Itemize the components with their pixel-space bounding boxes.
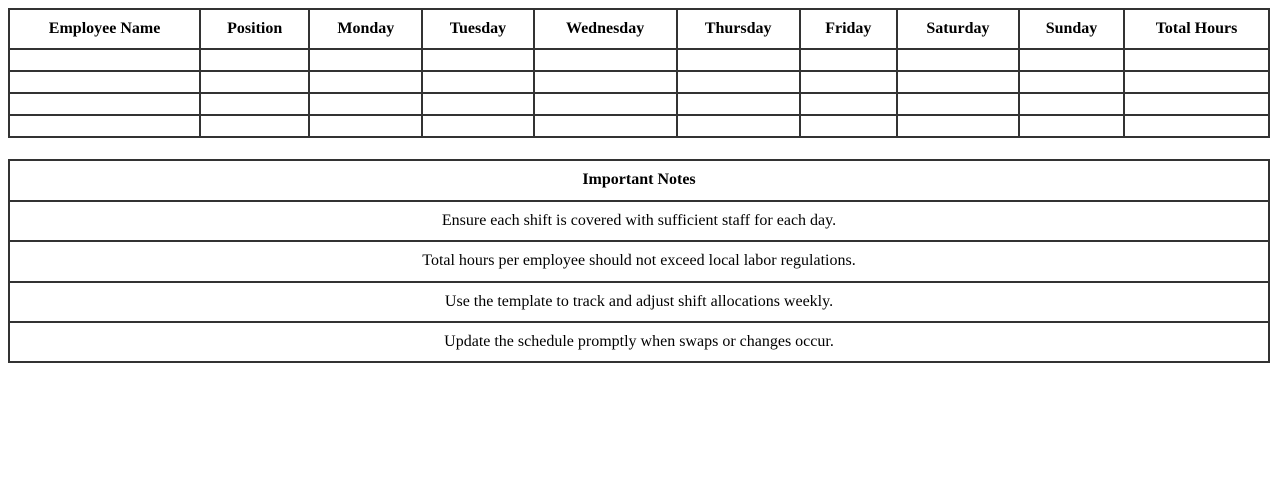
schedule-cell-position <box>200 115 309 137</box>
column-header-thursday: Thursday <box>677 9 800 49</box>
schedule-cell-total-hours <box>1124 93 1269 115</box>
schedule-cell-wednesday <box>534 49 677 71</box>
schedule-cell-tuesday <box>422 49 533 71</box>
shift-schedule-table <box>8 8 1270 138</box>
note-row <box>9 201 1269 241</box>
schedule-cell-employee-name <box>9 71 200 93</box>
schedule-cell-position <box>200 71 309 93</box>
schedule-row <box>9 49 1269 71</box>
schedule-row <box>9 93 1269 115</box>
schedule-cell-friday <box>800 115 897 137</box>
schedule-cell-friday <box>800 49 897 71</box>
schedule-row <box>9 71 1269 93</box>
schedule-cell-monday <box>309 93 422 115</box>
column-header-employee-name: Employee Name <box>9 9 200 49</box>
note-item: Update the schedule promptly when swaps or changes occur. <box>9 322 1269 362</box>
note-row <box>9 322 1269 362</box>
schedule-cell-total-hours <box>1124 71 1269 93</box>
column-header-position: Position <box>200 9 309 49</box>
schedule-cell-tuesday <box>422 71 533 93</box>
schedule-cell-wednesday <box>534 93 677 115</box>
note-row <box>9 282 1269 322</box>
schedule-cell-wednesday <box>534 71 677 93</box>
schedule-cell-tuesday <box>422 115 533 137</box>
note-item: Ensure each shift is covered with sufficient staff for each day. <box>9 201 1269 241</box>
schedule-cell-employee-name <box>9 93 200 115</box>
schedule-cell-employee-name <box>9 49 200 71</box>
column-header-saturday: Saturday <box>897 9 1019 49</box>
column-header-wednesday: Wednesday <box>534 9 677 49</box>
notes-title: Important Notes <box>9 160 1269 200</box>
schedule-cell-friday <box>800 93 897 115</box>
schedule-cell-tuesday <box>422 93 533 115</box>
schedule-cell-wednesday <box>534 115 677 137</box>
schedule-cell-sunday <box>1019 93 1124 115</box>
schedule-cell-position <box>200 93 309 115</box>
schedule-cell-sunday <box>1019 115 1124 137</box>
schedule-cell-position <box>200 49 309 71</box>
schedule-row <box>9 115 1269 137</box>
note-item: Total hours per employee should not exceed local labor regulations. <box>9 241 1269 281</box>
column-header-tuesday: Tuesday <box>422 9 533 49</box>
schedule-cell-thursday <box>677 93 800 115</box>
schedule-cell-monday <box>309 71 422 93</box>
schedule-cell-saturday <box>897 93 1019 115</box>
schedule-cell-saturday <box>897 49 1019 71</box>
schedule-cell-sunday <box>1019 49 1124 71</box>
schedule-cell-saturday <box>897 71 1019 93</box>
schedule-cell-total-hours <box>1124 115 1269 137</box>
schedule-cell-monday <box>309 115 422 137</box>
schedule-cell-thursday <box>677 49 800 71</box>
column-header-total-hours: Total Hours <box>1124 9 1269 49</box>
note-item: Use the template to track and adjust shift allocations weekly. <box>9 282 1269 322</box>
important-notes-table <box>8 159 1270 363</box>
schedule-cell-friday <box>800 71 897 93</box>
column-header-friday: Friday <box>800 9 897 49</box>
schedule-cell-total-hours <box>1124 49 1269 71</box>
column-header-sunday: Sunday <box>1019 9 1124 49</box>
note-row <box>9 241 1269 281</box>
schedule-cell-monday <box>309 49 422 71</box>
schedule-cell-thursday <box>677 115 800 137</box>
column-header-monday: Monday <box>309 9 422 49</box>
notes-header-row <box>9 160 1269 200</box>
schedule-cell-thursday <box>677 71 800 93</box>
schedule-cell-employee-name <box>9 115 200 137</box>
schedule-header-row <box>9 9 1269 49</box>
schedule-cell-sunday <box>1019 71 1124 93</box>
schedule-cell-saturday <box>897 115 1019 137</box>
